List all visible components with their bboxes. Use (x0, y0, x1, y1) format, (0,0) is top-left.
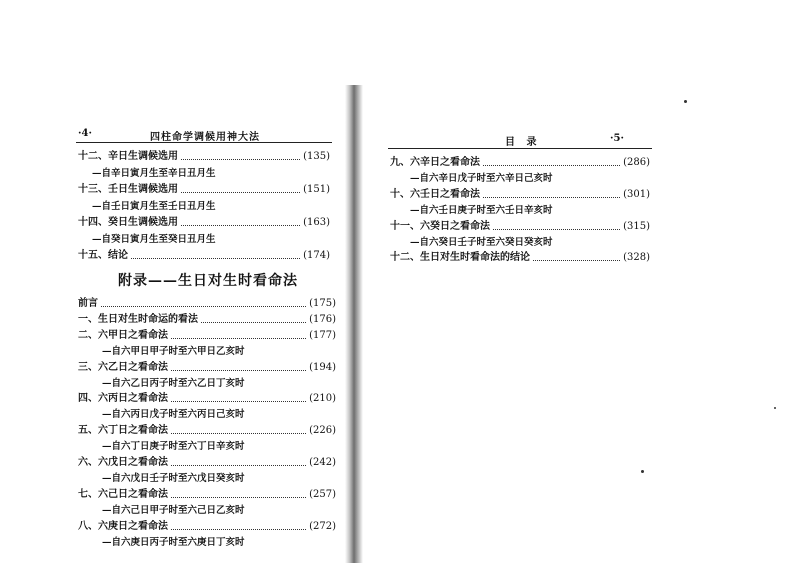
toc-entry-page: (242) (309, 457, 336, 468)
toc-entry-title: 十四、癸日生调候选用 (78, 217, 178, 228)
dot-leader (201, 322, 306, 323)
toc-entry-title: 三、六乙日之看命法 (78, 361, 168, 373)
dot-leader (131, 258, 300, 259)
toc-entry[interactable] (78, 314, 336, 326)
toc-entry[interactable] (78, 489, 336, 501)
toc-subtitle: —自六壬日庚子时至六壬日辛亥时 (410, 204, 553, 216)
dot-leader (493, 229, 620, 230)
toc-subtitle: —自六癸日壬子时至六癸日癸亥时 (410, 236, 553, 248)
dot-leader (171, 497, 306, 498)
toc-entry[interactable] (78, 298, 336, 310)
toc-entry-page: (257) (309, 488, 336, 500)
toc-entry-title: 前言 (78, 298, 98, 309)
toc-entry-title: 五、六丁日之看命法 (78, 425, 168, 437)
toc-entry[interactable] (78, 393, 336, 405)
dot-leader (483, 165, 620, 166)
toc-entry-page: (177) (309, 329, 336, 341)
toc-entry[interactable] (78, 250, 330, 262)
toc-entry-page: (272) (309, 520, 336, 532)
toc-entry-page: (163) (303, 217, 330, 228)
toc-entry[interactable] (390, 157, 650, 169)
toc-entry[interactable] (78, 521, 336, 533)
toc-subtitle: —自辛日寅月生至辛日丑月生 (92, 167, 216, 179)
toc-entry-title: 十一、六癸日之看命法 (390, 220, 490, 232)
dot-leader (171, 529, 306, 530)
toc-entry-title: 十五、结论 (78, 250, 128, 261)
toc-subtitle: —自六庚日丙子时至六庚日丁亥时 (102, 536, 245, 548)
toc-entry-title: 十二、生日对生时看命法的结论 (390, 252, 530, 264)
toc-subtitle: —自六乙日丙子时至六乙日丁亥时 (102, 377, 245, 389)
toc-entry-page: (286) (623, 157, 650, 168)
toc-entry-page: (175) (309, 298, 336, 309)
toc-subtitle: —自六己日甲子时至六己日乙亥时 (102, 504, 245, 516)
toc-entry-title: 十、六壬日之看命法 (390, 188, 480, 200)
toc-entry-page: (135) (303, 151, 330, 162)
toc-entry-title: 十三、壬日生调候选用 (78, 184, 178, 195)
left-page-number: ·4· (78, 128, 92, 139)
dot-leader (171, 401, 306, 402)
toc-entry[interactable] (78, 217, 330, 229)
toc-entry-page: (174) (303, 250, 330, 261)
toc-entry-page: (315) (623, 220, 650, 232)
toc-entry[interactable] (78, 151, 330, 163)
toc-subtitle: —自六丁日庚子时至六丁日辛亥时 (102, 441, 245, 453)
dot-leader (181, 225, 300, 226)
toc-entry-page: (210) (309, 393, 336, 405)
toc-entry-page: (226) (309, 425, 336, 437)
scan-speck (641, 470, 644, 473)
toc-subtitle: —自癸日寅月生至癸日丑月生 (92, 233, 216, 245)
toc-entry-title: 二、六甲日之看命法 (78, 329, 168, 341)
scan-speck (684, 100, 687, 103)
scan-speck (774, 407, 776, 409)
toc-subtitle: —自六辛日戊子时至六辛日己亥时 (410, 172, 553, 184)
dot-leader (101, 306, 306, 307)
dot-leader (483, 197, 620, 198)
dot-leader (171, 338, 306, 339)
left-header-rule (76, 142, 332, 143)
dot-leader (181, 159, 300, 160)
toc-entry[interactable] (78, 425, 336, 437)
toc-entry[interactable] (390, 189, 650, 201)
toc-subtitle: —自壬日寅月生至壬日丑月生 (92, 200, 216, 212)
toc-entry[interactable] (390, 252, 650, 264)
dot-leader (171, 370, 306, 371)
toc-entry[interactable] (78, 457, 336, 469)
toc-entry-title: 六、六戊日之看命法 (78, 457, 168, 468)
toc-entry-page: (328) (623, 252, 650, 264)
toc-entry-title: 十二、辛日生调候选用 (78, 151, 178, 162)
toc-entry[interactable] (78, 362, 336, 374)
toc-subtitle: —自六戊日壬子时至六戊日癸亥时 (102, 472, 245, 484)
dot-leader (181, 192, 300, 193)
toc-entry-page: (194) (309, 361, 336, 373)
toc-entry-page: (151) (303, 184, 330, 195)
toc-subtitle: —自六甲日甲子时至六甲日乙亥时 (102, 345, 245, 357)
dot-leader (171, 433, 306, 434)
toc-entry-title: 八、六庚日之看命法 (78, 520, 168, 532)
right-page-number: ·5· (610, 133, 624, 144)
toc-entry[interactable] (78, 330, 336, 342)
book-spine-shadow (345, 85, 363, 563)
toc-entry-title: 四、六丙日之看命法 (78, 393, 168, 405)
toc-subtitle: —自六丙日戊子时至六丙日己亥时 (102, 409, 245, 421)
dot-leader (533, 260, 620, 261)
right-running-title: 目 录 (505, 137, 541, 148)
right-header-rule (388, 148, 652, 149)
toc-entry-title: 九、六辛日之看命法 (390, 157, 480, 168)
toc-entry-page: (301) (623, 188, 650, 200)
left-running-title: 四柱命学调候用神大法 (150, 132, 260, 143)
toc-entry-title: 一、生日对生时命运的看法 (78, 313, 198, 325)
dot-leader (171, 465, 306, 466)
toc-entry-title: 七、六己日之看命法 (78, 488, 168, 500)
toc-entry-page: (176) (309, 313, 336, 325)
appendix-heading: 附录——生日对生时看命法 (118, 273, 298, 289)
toc-entry[interactable] (390, 221, 650, 233)
toc-entry[interactable] (78, 184, 330, 196)
